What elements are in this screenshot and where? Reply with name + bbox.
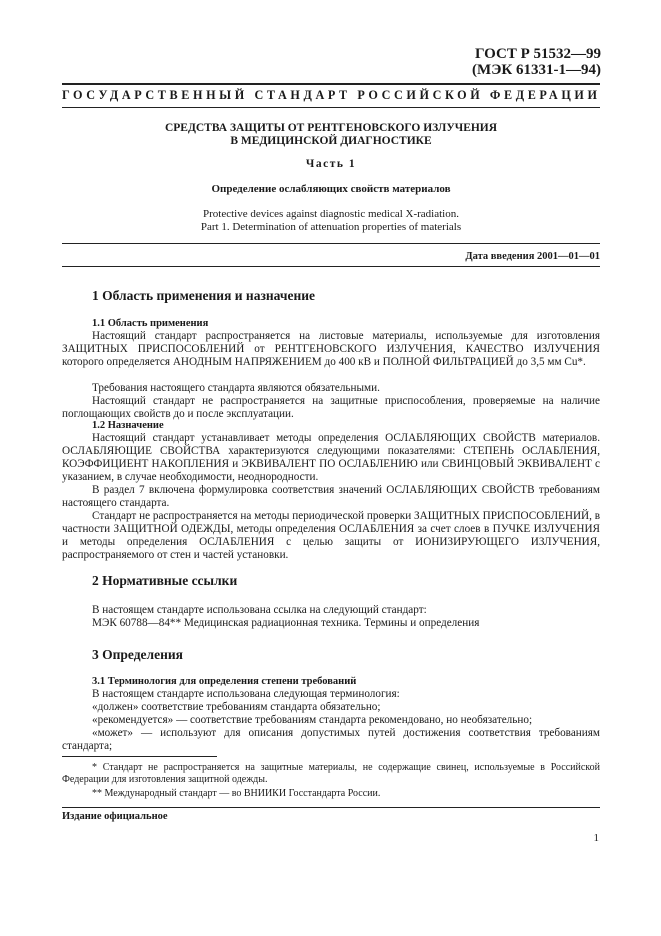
section-1-2-paragraph-3: Стандарт не распространяется на методы периодической проверки ЗАЩИТНЫХ ПРИСПОСОБЛЕНИЙ, в частности ЗАЩИТНОЙ ОДЕЖДЫ, методы определения ОСЛАБЛЕНИЯ за счет слоев в ПУЧКЕ ИЗЛУЧЕНИЯ и методы определения ОСЛАБЛЕНИЯ с целью защиты от ИОНИЗИРУЮЩЕГО ИЗЛУЧЕНИЯ, распространяемого от стен и частей установки. bbox=[62, 510, 600, 561]
intro-date-rule bbox=[62, 243, 600, 244]
section-1-1-paragraph-2: Требования настоящего стандарта являются обязательными. bbox=[92, 382, 380, 394]
section-1-2-paragraph-2: В раздел 7 включена формулировка соответствия значений ОСЛАБЛЯЮЩИХ СВОЙСТВ требованиям настоящего стандарта. bbox=[62, 484, 600, 509]
section-1-heading: 1 Область применения и назначение bbox=[92, 288, 316, 303]
title-line-1: СРЕДСТВА ЗАЩИТЫ ОТ РЕНТГЕНОВСКОГО ИЗЛУЧЕНИЯ bbox=[164, 122, 498, 134]
section-2-reference: МЭК 60788—84** Медицинская радиационная техника. Термины и определения bbox=[92, 617, 480, 629]
standard-number bbox=[472, 46, 601, 78]
english-title-line-2: Part 1. Determination of attenuation properties of materials bbox=[200, 220, 462, 233]
section-2-heading: 2 Нормативные ссылки bbox=[92, 573, 238, 588]
section-3-1-paragraph-2: «должен» соответствие требованиям стандарта обязательно; bbox=[92, 701, 381, 713]
section-3-1-paragraph-1: В настоящем стандарте использована следующая терминология: bbox=[92, 688, 400, 700]
top-rule bbox=[62, 83, 600, 85]
state-standard-banner: ГОСУДАРСТВЕННЫЙ СТАНДАРТ РОССИЙСКОЙ ФЕДЕРАЦИИ bbox=[62, 88, 601, 102]
english-title bbox=[62, 208, 600, 233]
section-3-1-heading: 3.1 Терминология для определения степени требований bbox=[92, 676, 357, 687]
footnote-rule bbox=[62, 756, 217, 757]
section-3-heading: 3 Определения bbox=[92, 647, 183, 662]
section-1-1-paragraph-1: Настоящий стандарт распространяется на листовые материалы, используемые для изготовления ЗАЩИТНЫХ ПРИСПОСОБЛЕНИЙ от РЕНТГЕНОВСКОГО ИЗЛУЧЕНИЯ, КАЧЕСТВО ИЗЛУЧЕНИЯ которого определяется АНОДНЫМ НАПРЯЖЕНИЕМ до 400 кВ и ПОЛНОЙ ФИЛЬТРАЦИЕЙ до 3,5 мм Cu*. bbox=[62, 330, 600, 368]
page-number: 1 bbox=[593, 832, 599, 844]
footer-rule bbox=[62, 807, 600, 808]
section-3-1-paragraph-3: «рекомендуется» — соответствие требованиям стандарта рекомендовано, но необязательно; bbox=[92, 714, 533, 726]
section-1-1-paragraph-3: Настоящий стандарт не распространяется на защитные приспособления, проверяемые на наличие поглощающих свойств до и после эксплуатации. bbox=[62, 395, 600, 420]
section-3-1-paragraph-4: «может» — используют для описания допустимых путей достижения соответствия требованиям стандарта; bbox=[62, 727, 600, 752]
gost-number: ГОСТ Р 51532—99 bbox=[474, 46, 601, 62]
document-subtitle: Определение ослабляющих свойств материалов bbox=[211, 183, 451, 195]
intro-date-bottom-rule bbox=[62, 266, 600, 267]
footnote-1: * Стандарт не распространяется на защитные материалы, не содержащие свинец, используемые в Российской Федерации для изготовления защитной одежды. bbox=[62, 762, 600, 785]
section-1-2-heading: 1.2 Назначение bbox=[92, 420, 164, 431]
part-label: Часть 1 bbox=[305, 158, 357, 170]
footnote-2: ** Международный стандарт — во ВНИИКИ Госстандарта России. bbox=[92, 788, 381, 799]
title-line-2: В МЕДИЦИНСКОЙ ДИАГНОСТИКЕ bbox=[230, 135, 432, 147]
section-2-paragraph-1: В настоящем стандарте использована ссылка на следующий стандарт: bbox=[92, 604, 427, 616]
iec-number: (МЭК 61331-1—94) bbox=[472, 62, 601, 78]
banner-rule bbox=[62, 107, 600, 108]
official-edition-label: Издание официальное bbox=[62, 811, 168, 822]
section-1-1-heading: 1.1 Область применения bbox=[92, 318, 209, 329]
document-title bbox=[62, 122, 600, 148]
introduction-date: Дата введения 2001—01—01 bbox=[465, 251, 600, 262]
section-1-2-paragraph-1: Настоящий стандарт устанавливает методы определения ОСЛАБЛЯЮЩИХ СВОЙСТВ материалов. ОСЛАБЛЯЮЩИЕ СВОЙСТВА характеризуются следующими показателями: СТЕПЕНЬ ОСЛАБЛЕНИЯ, КОЭФФИЦИЕНТ НАКОПЛЕНИЯ и ЭКВИВАЛЕНТ ПО ОСЛАБЛЕНИЮ или СВИНЦОВЫЙ ЭКВИВАЛЕНТ с указанием, в случае необходимости, неоднородности. bbox=[62, 432, 600, 483]
english-title-line-1: Protective devices against diagnostic medical X-radiation. bbox=[203, 208, 459, 220]
